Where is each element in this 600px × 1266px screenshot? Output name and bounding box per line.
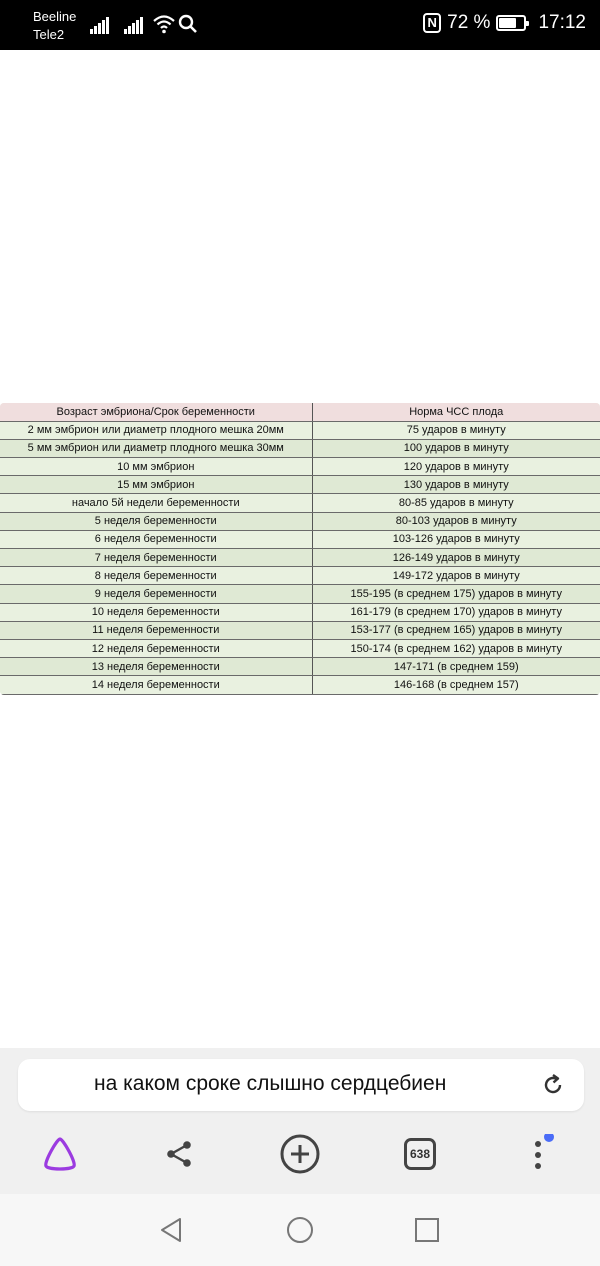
browser-toolbar: [0, 1122, 600, 1186]
table-cell-age: 14 неделя беременности: [0, 676, 312, 694]
table-cell-age: 8 неделя беременности: [0, 567, 312, 585]
carrier-2: Tele2: [33, 27, 65, 42]
table-cell-heart-rate: 75 ударов в минуту: [312, 421, 600, 439]
table-row: [0, 603, 600, 621]
alice-button[interactable]: [38, 1132, 82, 1176]
clock: 17:12: [538, 12, 586, 33]
table-cell-heart-rate: 103-126 ударов в минуту: [312, 530, 600, 548]
nfc-icon: N: [423, 13, 441, 33]
recents-icon: [413, 1216, 441, 1244]
table-row: [0, 476, 600, 494]
table-header-age: Возраст эмбриона/Срок беременности: [0, 403, 312, 421]
table-header-row: [0, 403, 600, 421]
status-right: [423, 12, 586, 34]
tabs-icon: 638: [404, 1138, 436, 1170]
home-button[interactable]: [284, 1214, 316, 1246]
back-button[interactable]: [155, 1214, 187, 1246]
table-row: [0, 549, 600, 567]
table-cell-heart-rate: 80-85 ударов в минуту: [312, 494, 600, 512]
table-cell-age: начало 5й недели беременности: [0, 494, 312, 512]
table-cell-age: 12 неделя беременности: [0, 639, 312, 657]
table-row: [0, 494, 600, 512]
table-cell-age: 11 неделя беременности: [0, 621, 312, 639]
address-bar[interactable]: [18, 1059, 584, 1111]
reload-icon[interactable]: [540, 1072, 566, 1098]
table-cell-age: 2 мм эмбрион или диаметр плодного мешка 20мм: [0, 421, 312, 439]
back-icon: [158, 1216, 184, 1244]
table-cell-age: 10 неделя беременности: [0, 603, 312, 621]
table-cell-heart-rate: 126-149 ударов в минуту: [312, 549, 600, 567]
table-row: [0, 621, 600, 639]
alice-icon: [40, 1135, 80, 1173]
table-row: [0, 676, 600, 694]
share-button[interactable]: [157, 1132, 201, 1176]
table-cell-age: 5 неделя беременности: [0, 512, 312, 530]
battery-icon: [496, 15, 526, 31]
table-cell-heart-rate: 120 ударов в минуту: [312, 458, 600, 476]
carrier-1: Beeline: [33, 9, 77, 24]
search-icon: [178, 14, 198, 34]
table-cell-heart-rate: 153-177 (в среднем 165) ударов в минуту: [312, 621, 600, 639]
table-row: [0, 585, 600, 603]
table-row: [0, 458, 600, 476]
add-tab-icon: [279, 1133, 321, 1175]
more-menu-icon: [525, 1134, 555, 1174]
notification-dot: [544, 1134, 554, 1142]
table-cell-heart-rate: 146-168 (в среднем 157): [312, 676, 600, 694]
signal-icon: [90, 16, 112, 34]
table-row: [0, 658, 600, 676]
share-icon: [164, 1139, 194, 1169]
table-row: [0, 421, 600, 439]
table-cell-age: 6 неделя беременности: [0, 530, 312, 548]
search-query[interactable]: на каком сроке слышно сердцебиен: [94, 1072, 447, 1095]
table-cell-heart-rate: 150-174 (в среднем 162) ударов в минуту: [312, 639, 600, 657]
table-cell-heart-rate: 149-172 ударов в минуту: [312, 567, 600, 585]
home-icon: [285, 1215, 315, 1245]
table-header-hr: Норма ЧСС плода: [312, 403, 600, 421]
heart-rate-table: [0, 403, 600, 695]
more-menu-button[interactable]: [518, 1132, 562, 1176]
table-row: [0, 439, 600, 457]
table-cell-heart-rate: 80-103 ударов в минуту: [312, 512, 600, 530]
table-cell-heart-rate: 100 ударов в минуту: [312, 439, 600, 457]
recents-button[interactable]: [411, 1214, 443, 1246]
carrier-labels: [33, 8, 76, 44]
heart-rate-table-image[interactable]: [0, 403, 600, 695]
table-cell-age: 13 неделя беременности: [0, 658, 312, 676]
tabs-button[interactable]: [398, 1132, 442, 1176]
table-row: [0, 512, 600, 530]
table-cell-age: 7 неделя беременности: [0, 549, 312, 567]
system-navbar: [0, 1194, 600, 1266]
table-cell-heart-rate: 130 ударов в минуту: [312, 476, 600, 494]
table-cell-age: 9 неделя беременности: [0, 585, 312, 603]
battery-percent: 72 %: [447, 12, 491, 33]
table-cell-heart-rate: 161-179 (в среднем 170) ударов в минуту: [312, 603, 600, 621]
status-bar: [0, 0, 600, 50]
table-cell-heart-rate: 147-171 (в среднем 159): [312, 658, 600, 676]
table-cell-heart-rate: 155-195 (в среднем 175) ударов в минуту: [312, 585, 600, 603]
table-row: [0, 639, 600, 657]
signal-icon: [124, 16, 146, 34]
new-tab-button[interactable]: [278, 1132, 322, 1176]
table-cell-age: 15 мм эмбрион: [0, 476, 312, 494]
table-row: [0, 567, 600, 585]
wifi-icon: [152, 14, 176, 34]
table-row: [0, 530, 600, 548]
table-cell-age: 10 мм эмбрион: [0, 458, 312, 476]
table-cell-age: 5 мм эмбрион или диаметр плодного мешка 30мм: [0, 439, 312, 457]
